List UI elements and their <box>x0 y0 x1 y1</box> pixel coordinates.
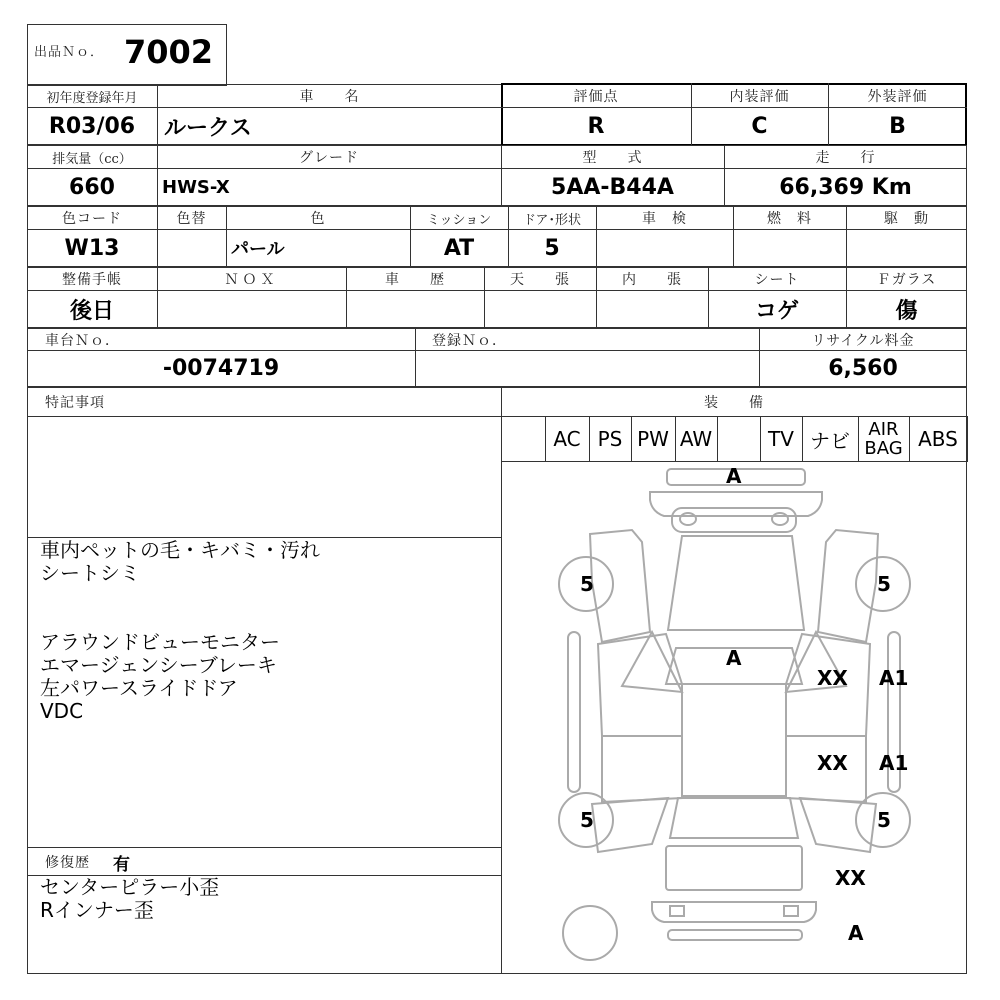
equipment-item-label: AC <box>553 427 581 451</box>
color-code-label: 色コード <box>62 211 122 227</box>
left-front-fender <box>590 530 650 642</box>
rear-lamp-right <box>784 906 798 916</box>
drive-value <box>846 229 967 267</box>
repair-value: 有 <box>113 854 130 875</box>
seat-label: シート <box>754 272 800 288</box>
tire-value: 5 <box>580 572 594 596</box>
car-name-label: 車 名 <box>299 89 360 105</box>
damage-mark: XX <box>835 866 866 890</box>
nox-value <box>157 290 346 328</box>
fuel-value <box>733 229 846 267</box>
interior-value: C <box>751 113 768 139</box>
left-rear-fender <box>592 798 668 852</box>
right-rear-fender <box>800 798 876 852</box>
notes-line: 左パワースライドドア <box>40 676 238 700</box>
tire-value: 5 <box>877 572 891 596</box>
drive-label: 駆 動 <box>884 211 929 227</box>
hood <box>668 536 804 630</box>
front-grille <box>672 508 796 532</box>
history-label: 車 歴 <box>385 272 445 288</box>
left-rocker <box>568 632 580 792</box>
notes-line: アラウンドビューモニター <box>40 630 280 654</box>
repaint-value <box>157 229 226 267</box>
model-label: 型 式 <box>582 150 643 166</box>
spare-tire <box>563 906 617 960</box>
equipment-item-label: ABS <box>918 427 958 451</box>
interior-label: 内装評価 <box>729 89 790 105</box>
left-rear-door <box>602 736 682 802</box>
equipment-item-label: ナビ <box>810 428 850 453</box>
exterior-label: 外装評価 <box>867 89 928 105</box>
damage-mark: A1 <box>879 666 909 690</box>
tire-value: 5 <box>877 808 891 832</box>
damage-mark: A1 <box>879 751 909 775</box>
inspection-label: 車 検 <box>642 211 687 227</box>
displacement-value: 660 <box>69 174 115 200</box>
notes-line: 車内ペットの毛・キバミ・汚れ <box>40 538 320 562</box>
notes-label: 特記事項 <box>45 395 105 411</box>
fglass-label: Ｆガラス <box>876 272 937 288</box>
chassis-label: 車台Ｎｏ． <box>45 332 120 349</box>
model-value: 5AA-B44A <box>551 174 674 200</box>
equipment-item-label: TV <box>768 427 794 451</box>
maintenance-label: 整備手帳 <box>62 272 122 288</box>
inspection-value <box>596 229 733 267</box>
repair-line: センターピラー小歪 <box>40 875 220 899</box>
damage-mark: XX <box>817 666 848 690</box>
damage-mark: A <box>726 464 742 488</box>
lining-value <box>596 290 708 328</box>
front-bumper <box>650 492 822 516</box>
door-value: 5 <box>544 235 560 261</box>
rear-window <box>670 798 798 838</box>
color-value: パール <box>231 239 285 260</box>
seat-value: コゲ <box>754 298 799 324</box>
recycle-label: リサイクル料金 <box>811 332 915 349</box>
mileage-value: 66,369 Km <box>779 174 912 200</box>
notes-line: シートシミ <box>40 561 140 585</box>
front-lamp-left <box>680 513 696 525</box>
lining-label: 内 張 <box>622 272 682 288</box>
color-code-value: W13 <box>64 235 120 261</box>
fglass-value: 傷 <box>895 298 918 324</box>
equipment-item-label: AIR BAG <box>864 419 903 459</box>
exterior-value: B <box>889 113 906 139</box>
repair-line: Rインナー歪 <box>40 898 154 922</box>
score-value: R <box>587 113 605 139</box>
equipment-label: 装 備 <box>704 395 764 411</box>
car-diagram <box>502 462 966 973</box>
maintenance-value: 後日 <box>69 298 114 324</box>
roof-label: 天 張 <box>510 272 570 288</box>
damage-mark: XX <box>817 751 848 775</box>
lot-label: 出品Ｎｏ． <box>34 44 105 60</box>
grade-value: HWS-X <box>162 176 230 198</box>
regno-label: 登録Ｎｏ． <box>432 332 507 349</box>
notes-line: VDC <box>40 699 84 723</box>
first-reg-label: 初年度登録年月 <box>46 90 138 106</box>
equipment-item-label: PS <box>597 427 623 451</box>
lot-number: 7002 <box>124 33 214 71</box>
mission-label: ミッション <box>426 212 492 228</box>
equipment-item-label <box>717 416 760 462</box>
color-label: 色 <box>310 211 326 227</box>
roof <box>682 684 786 796</box>
equipment-item-label: AW <box>679 427 713 451</box>
mission-value: AT <box>443 235 475 261</box>
displacement-label: 排気量（cc） <box>52 151 132 167</box>
notes-line: エマージェンシーブレーキ <box>40 653 277 677</box>
damage-mark: A <box>848 921 864 945</box>
right-front-fender <box>818 530 878 642</box>
repair-hline1 <box>27 847 502 848</box>
nox-label: ＮＯＸ <box>224 272 279 288</box>
damage-mark: A <box>726 646 742 670</box>
chassis-value: -0074719 <box>162 356 280 381</box>
regno-value <box>415 350 759 387</box>
rear-gate <box>666 846 802 890</box>
history-value <box>346 290 484 328</box>
first-reg-value: R03/06 <box>48 113 136 139</box>
equipment-item-label <box>501 416 545 462</box>
rear-lamp-left <box>670 906 684 916</box>
car-name-value: ルークス <box>164 115 252 141</box>
rear-bumper-bottom <box>668 930 802 940</box>
recycle-value: 6,560 <box>828 356 898 381</box>
door-label: ドア･形状 <box>522 212 582 228</box>
grade-label: グレード <box>299 150 359 166</box>
repaint-label: 色替 <box>176 211 207 227</box>
roof-value <box>484 290 596 328</box>
equipment-item-label: PW <box>637 427 669 451</box>
tire-value: 5 <box>580 808 594 832</box>
score-label: 評価点 <box>573 89 619 105</box>
repair-label: 修復歴 <box>45 855 90 871</box>
front-lamp-right <box>772 513 788 525</box>
mileage-label: 走 行 <box>815 150 876 166</box>
notes-hline1 <box>27 416 502 417</box>
fuel-label: 燃 料 <box>767 211 812 227</box>
